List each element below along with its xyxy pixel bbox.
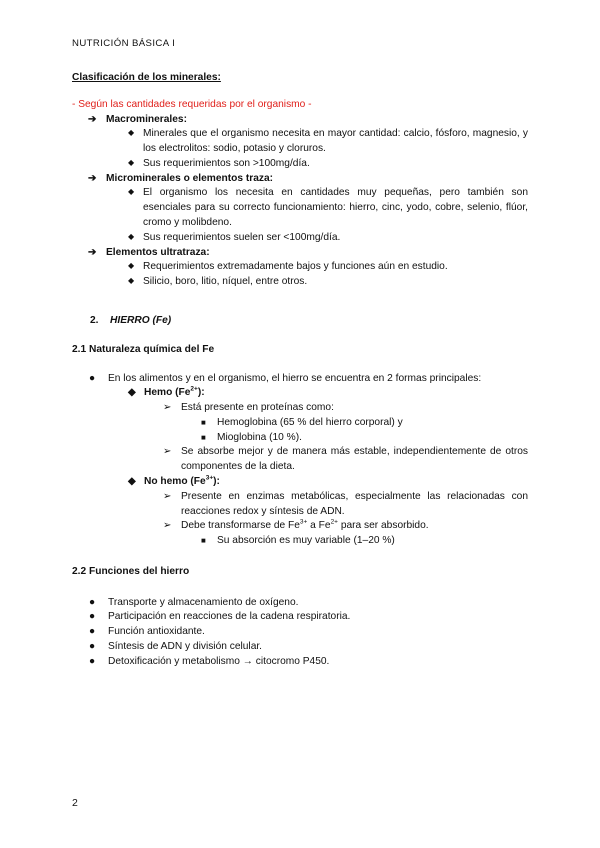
list-item-text: Su absorción es muy variable (1–20 %) <box>217 535 395 547</box>
diamond-bullet-icon: ◆ <box>128 187 135 197</box>
list-item <box>72 610 528 625</box>
group-ultratraza <box>72 246 528 261</box>
round-bullet-icon: ● <box>89 372 96 384</box>
group-name: Macrominerales: <box>106 113 187 125</box>
list-item <box>72 596 528 611</box>
list-item-text: Requerimientos extremadamente bajos y funciones aún en estudio. <box>143 261 448 273</box>
list-item <box>72 655 528 670</box>
list-item-text: para ser absorbido. <box>337 520 429 532</box>
list-item-text: Función antioxidante. <box>108 626 205 638</box>
charge-superscript: 3+ <box>299 518 308 526</box>
section-heading-hierro <box>72 314 528 329</box>
list-item-text: En los alimentos y en el organismo, el hierro se encuentra en 2 formas principales: <box>108 372 482 384</box>
list-item-text: Está presente en proteínas como: <box>181 402 334 414</box>
arrowhead-bullet-icon: ➢ <box>163 446 172 458</box>
diamond-bullet-icon: ◆ <box>128 387 136 399</box>
charge-superscript: 3+ <box>205 474 214 482</box>
form-hemo <box>72 386 528 401</box>
subsection-heading-naturaleza: 2.1 Naturaleza química del Fe <box>72 343 215 355</box>
list-item <box>72 275 528 290</box>
list-item <box>72 127 528 157</box>
list-item <box>72 157 528 172</box>
list-item <box>72 519 528 534</box>
round-bullet-icon: ● <box>89 655 96 667</box>
group-microminerales <box>72 172 528 187</box>
list-item <box>72 534 528 549</box>
arrowhead-bullet-icon: ➢ <box>163 490 172 502</box>
charge-superscript: 2+ <box>190 385 198 393</box>
diamond-bullet-icon: ◆ <box>128 231 135 241</box>
list-item <box>72 260 528 275</box>
list-item-text: El organismo los necesita en cantidades muy pequeñas, pero también son esenciales para su correcto funcionamiento: hierro, cinc, yodo, cobre, selenio, flúor, cromo y molibdeno. <box>143 187 528 229</box>
form-no-hemo <box>72 475 528 490</box>
page-number: 2 <box>72 797 78 809</box>
list-item <box>72 625 528 640</box>
list-item <box>72 186 528 230</box>
square-bullet-icon: ■ <box>201 417 206 427</box>
round-bullet-icon: ● <box>89 641 96 652</box>
diamond-bullet-icon: ◆ <box>128 475 136 487</box>
list-item-text: Silicio, boro, litio, níquel, entre otros. <box>143 276 308 288</box>
diamond-bullet-icon: ◆ <box>128 157 135 167</box>
list-item-text: Detoxificación y metabolismo → citocromo P450. <box>108 655 330 667</box>
square-bullet-icon: ■ <box>201 536 206 546</box>
list-item <box>72 445 528 475</box>
list-item <box>72 490 528 520</box>
round-bullet-icon: ● <box>89 596 96 608</box>
arrowhead-bullet-icon: ➢ <box>163 402 172 414</box>
round-bullet-icon: ● <box>89 611 96 623</box>
subsection-heading-funciones: 2.2 Funciones del hierro <box>72 565 190 577</box>
list-item <box>72 231 528 246</box>
section-title: HIERRO (Fe) <box>110 314 172 326</box>
form-label-close: ): <box>197 387 205 399</box>
list-item <box>72 372 528 387</box>
page-header: NUTRICIÓN BÁSICA I <box>72 38 176 49</box>
arrowhead-bullet-icon: ➢ <box>163 520 172 532</box>
list-item-text: Mioglobina (10 %). <box>217 431 302 443</box>
diamond-bullet-icon: ◆ <box>128 261 135 271</box>
arrow-icon: ➔ <box>88 172 97 184</box>
group-name: Microminerales o elementos traza: <box>106 172 274 184</box>
section-number: 2. <box>90 314 99 326</box>
list-item-text: Sus requerimientos suelen ser <100mg/día. <box>143 231 341 243</box>
page-content <box>72 71 528 670</box>
diamond-bullet-icon: ◆ <box>128 276 135 286</box>
list-item-text: Hemoglobina (65 % del hierro corporal) y <box>217 416 403 428</box>
list-item <box>72 640 528 655</box>
list-item <box>72 416 528 431</box>
classification-title: Clasificación de los minerales: <box>72 72 221 83</box>
classification-criterion: - Según las cantidades requeridas por el organismo - <box>72 98 312 110</box>
list-item <box>72 431 528 446</box>
list-item-text: a Fe <box>307 520 331 532</box>
list-item <box>72 401 528 416</box>
square-bullet-icon: ■ <box>201 432 206 442</box>
group-macrominerales <box>72 113 528 128</box>
round-bullet-icon: ● <box>89 626 96 638</box>
diamond-bullet-icon: ◆ <box>128 128 135 138</box>
arrow-icon: ➔ <box>88 246 97 258</box>
form-label: Hemo (Fe <box>144 387 191 399</box>
list-item-text: Transporte y almacenamiento de oxígeno. <box>108 596 299 608</box>
list-item-text: Síntesis de ADN y división celular. <box>108 641 263 652</box>
list-item-text: Se absorbe mejor y de manera más estable, independientemente de otros componentes de la dieta. <box>181 446 528 473</box>
list-item-text: Sus requerimientos son >100mg/día. <box>143 157 310 169</box>
group-name: Elementos ultratraza: <box>106 246 210 258</box>
arrow-icon: ➔ <box>88 113 97 125</box>
list-item-text: Debe transformarse de Fe <box>181 520 300 532</box>
list-item-text: Minerales que el organismo necesita en mayor cantidad: calcio, fósforo, magnesio, y los electrolitos: sodio, potasio y cloruros. <box>143 128 528 155</box>
list-item-text: Presente en enzimas metabólicas, especialmente las relacionadas con reacciones redox y síntesis de ADN. <box>181 490 528 517</box>
form-label-close: ): <box>213 475 220 487</box>
charge-superscript: 2+ <box>330 518 338 526</box>
form-label: No hemo (Fe <box>144 475 206 487</box>
list-item-text: Participación en reacciones de la cadena respiratoria. <box>108 611 351 623</box>
